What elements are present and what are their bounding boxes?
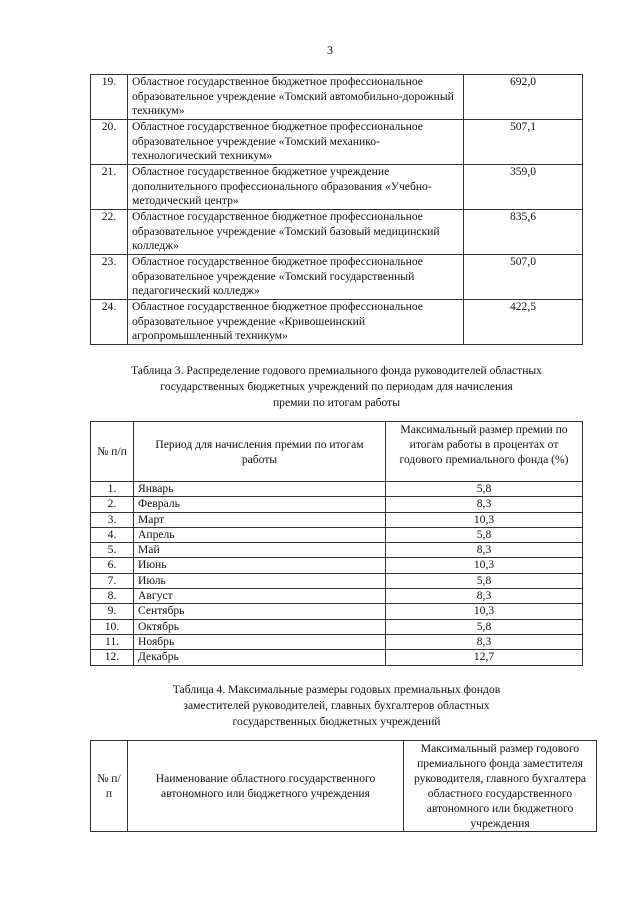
cell-period: Октябрь: [134, 619, 386, 634]
table3-caption: [90, 363, 583, 411]
cell-value: 8,3: [386, 589, 583, 604]
institutions-table: [90, 74, 583, 345]
cell-period: Ноябрь: [134, 634, 386, 649]
cell-period: Апрель: [134, 527, 386, 542]
cell-name: Областное государственное бюджетное профессиональное образовательное учреждение «Томский базовый медицинский колледж»: [128, 210, 464, 255]
table-header-row: [91, 741, 597, 832]
header-value: Максимальный размер годового премиального фонда заместителя руководителя, главного бухгалтера областного государственного автономного или бюджетного учреждения: [404, 741, 597, 832]
table-row: [91, 120, 583, 165]
table-row: [91, 543, 583, 558]
cell-value: 422,5: [464, 300, 583, 345]
table-row: [91, 75, 583, 120]
cell-num: 8.: [91, 589, 134, 604]
cell-period: Август: [134, 589, 386, 604]
cell-num: 10.: [91, 619, 134, 634]
cell-num: 4.: [91, 527, 134, 542]
cell-num: 21.: [91, 165, 128, 210]
cell-period: Декабрь: [134, 650, 386, 665]
table-row: [91, 512, 583, 527]
cell-name: Областное государственное бюджетное профессиональное образовательное учреждение «Кривошеинский агропромышленный техникум»: [128, 300, 464, 345]
cell-period: Февраль: [134, 497, 386, 512]
cell-num: 6.: [91, 558, 134, 573]
table4-caption: [90, 682, 583, 730]
header-name: Наименование областного государственного автономного или бюджетного учреждения: [128, 741, 404, 832]
table-row: [91, 482, 583, 497]
cell-value: 8,3: [386, 634, 583, 649]
cell-value: 5,8: [386, 619, 583, 634]
caption-line: премии по итогам работы: [272, 396, 401, 409]
cell-num: 23.: [91, 255, 128, 300]
cell-value: 8,3: [386, 543, 583, 558]
cell-value: 5,8: [386, 527, 583, 542]
cell-period: Май: [134, 543, 386, 558]
cell-value: 10,3: [386, 512, 583, 527]
table-row: [91, 604, 583, 619]
table-row: [91, 634, 583, 649]
bonus-distribution-table: [90, 421, 583, 666]
header-num: № п/п: [91, 741, 128, 832]
table-row: [91, 619, 583, 634]
cell-value: 5,8: [386, 573, 583, 588]
table-row: [91, 300, 583, 345]
cell-period: Март: [134, 512, 386, 527]
cell-num: 1.: [91, 482, 134, 497]
cell-num: 9.: [91, 604, 134, 619]
header-period: Период для начисления премии по итогам работы: [134, 422, 386, 482]
cell-name: Областное государственное бюджетное профессиональное образовательное учреждение «Томский автомобильно-дорожный техникум»: [128, 75, 464, 120]
cell-period: Январь: [134, 482, 386, 497]
cell-period: Сентябрь: [134, 604, 386, 619]
cell-value: 10,3: [386, 604, 583, 619]
cell-num: 3.: [91, 512, 134, 527]
table-row: [91, 558, 583, 573]
cell-num: 7.: [91, 573, 134, 588]
caption-line: Таблица 3. Распределение годового премиального фонда руководителей областных: [131, 364, 542, 377]
cell-value: 507,1: [464, 120, 583, 165]
header-value: Максимальный размер премии по итогам работы в процентах от годового премиального фонда (%): [386, 422, 583, 482]
table-row: [91, 497, 583, 512]
cell-num: 2.: [91, 497, 134, 512]
header-num: № п/п: [91, 422, 134, 482]
cell-value: 5,8: [386, 482, 583, 497]
cell-value: 692,0: [464, 75, 583, 120]
cell-num: 22.: [91, 210, 128, 255]
cell-name: Областное государственное бюджетное учреждение дополнительного профессионального образования «Учебно-методический центр»: [128, 165, 464, 210]
cell-value: 8,3: [386, 497, 583, 512]
table-row: [91, 255, 583, 300]
cell-value: 835,6: [464, 210, 583, 255]
cell-value: 12,7: [386, 650, 583, 665]
deputy-bonus-table: [90, 740, 597, 832]
cell-name: Областное государственное бюджетное профессиональное образовательное учреждение «Томский государственный педагогический колледж»: [128, 255, 464, 300]
page-number: 3: [327, 43, 333, 57]
caption-line: заместителей руководителей, главных бухгалтеров областных: [183, 699, 490, 712]
cell-period: Июль: [134, 573, 386, 588]
table-row: [91, 165, 583, 210]
cell-name: Областное государственное бюджетное профессиональное образовательное учреждение «Томский механико-технологический техникум»: [128, 120, 464, 165]
cell-value: 10,3: [386, 558, 583, 573]
cell-period: Июнь: [134, 558, 386, 573]
cell-num: 5.: [91, 543, 134, 558]
table-row: [91, 650, 583, 665]
table-row: [91, 527, 583, 542]
table-row: [91, 210, 583, 255]
cell-num: 24.: [91, 300, 128, 345]
caption-line: государственных бюджетных учреждений по периодам для начисления: [160, 380, 513, 393]
table-row: [91, 573, 583, 588]
cell-num: 20.: [91, 120, 128, 165]
cell-num: 12.: [91, 650, 134, 665]
table-row: [91, 589, 583, 604]
cell-num: 11.: [91, 634, 134, 649]
cell-value: 359,0: [464, 165, 583, 210]
table-header-row: [91, 422, 583, 482]
cell-value: 507,0: [464, 255, 583, 300]
cell-num: 19.: [91, 75, 128, 120]
caption-line: государственных бюджетных учреждений: [232, 715, 441, 728]
caption-line: Таблица 4. Максимальные размеры годовых премиальных фондов: [172, 683, 501, 696]
